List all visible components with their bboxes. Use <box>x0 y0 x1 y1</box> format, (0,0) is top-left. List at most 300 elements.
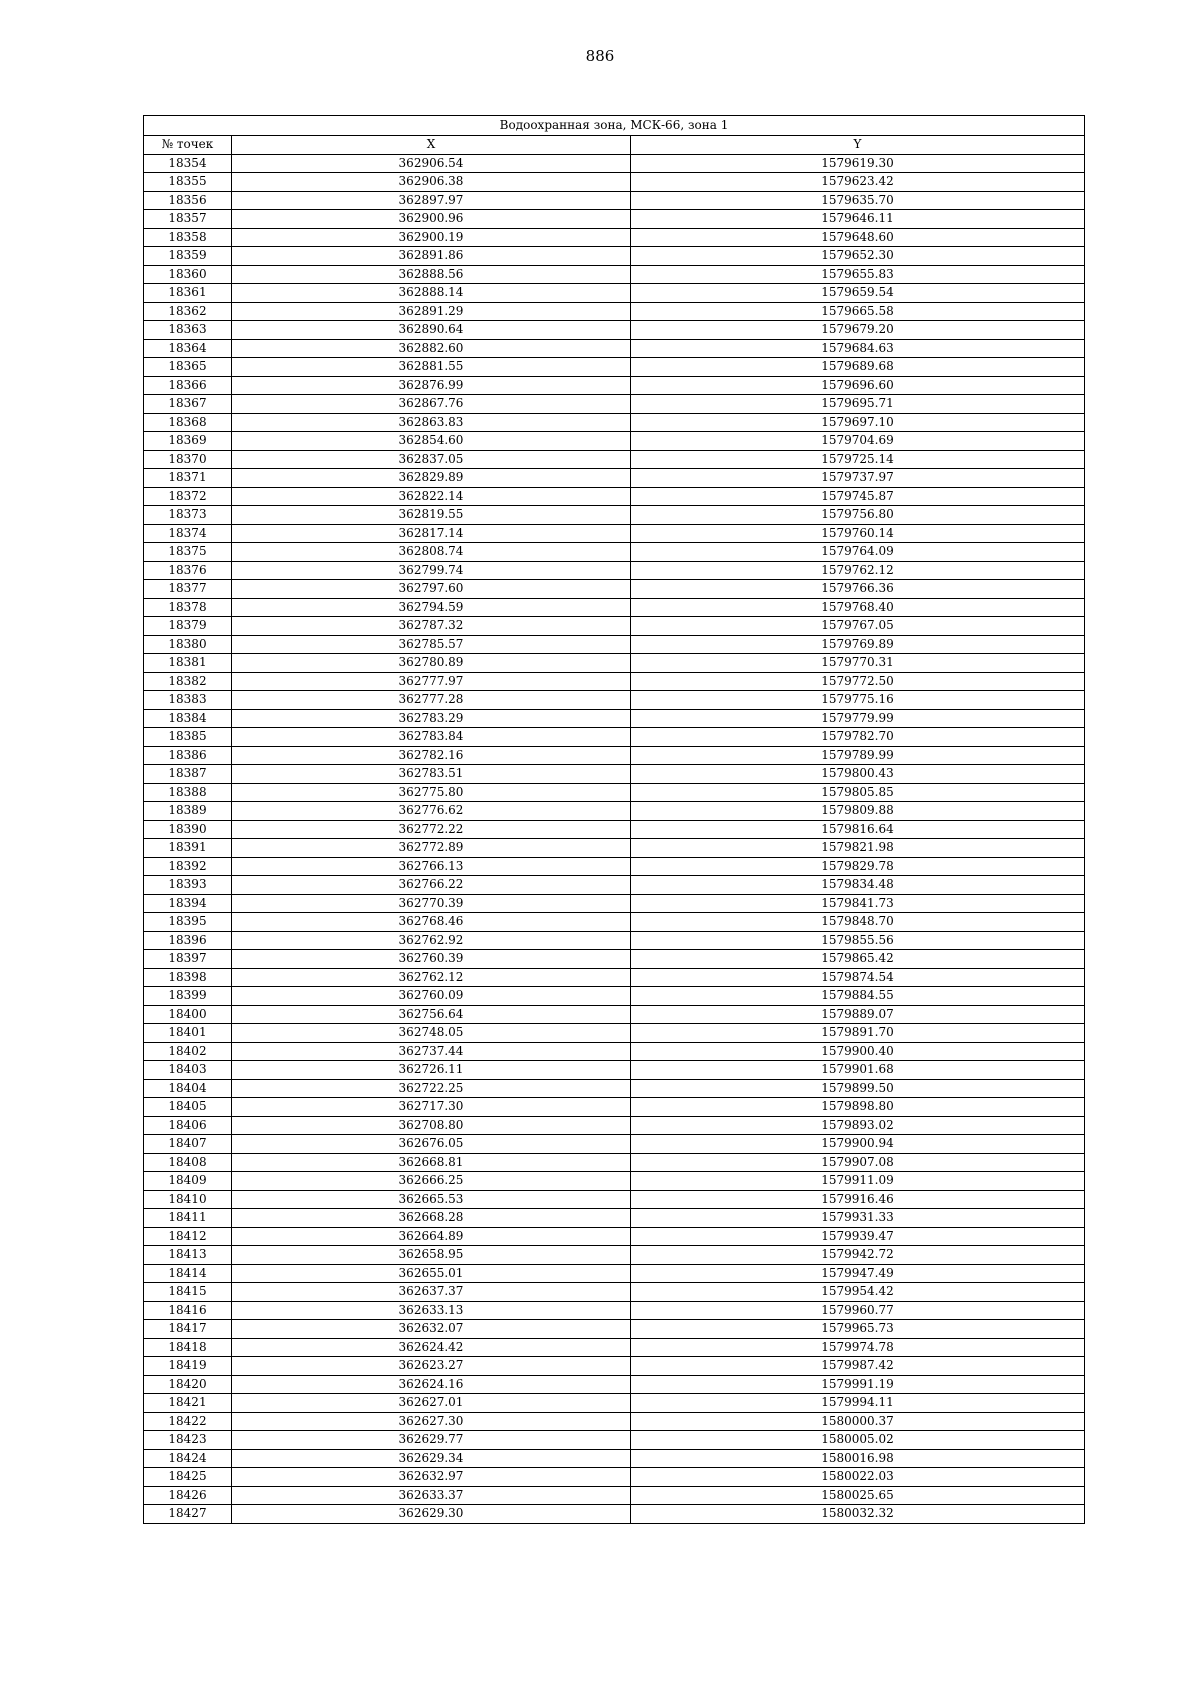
y-cell: 1579893.02 <box>631 1116 1085 1135</box>
y-cell: 1579704.69 <box>631 432 1085 451</box>
x-cell: 362888.14 <box>232 284 631 303</box>
table-row <box>144 284 1085 303</box>
table-row <box>144 709 1085 728</box>
point-number-cell: 18391 <box>144 839 232 858</box>
point-number-cell: 18377 <box>144 580 232 599</box>
table-row <box>144 173 1085 192</box>
point-number-cell: 18387 <box>144 765 232 784</box>
x-cell: 362819.55 <box>232 506 631 525</box>
x-cell: 362797.60 <box>232 580 631 599</box>
table-row <box>144 765 1085 784</box>
x-cell: 362776.62 <box>232 802 631 821</box>
x-cell: 362777.28 <box>232 691 631 710</box>
point-number-cell: 18376 <box>144 561 232 580</box>
point-number-cell: 18408 <box>144 1153 232 1172</box>
table-title: Водоохранная зона, МСК-66, зона 1 <box>144 116 1085 136</box>
table-row <box>144 1061 1085 1080</box>
point-number-cell: 18413 <box>144 1246 232 1265</box>
table-row <box>144 561 1085 580</box>
x-cell: 362629.30 <box>232 1505 631 1524</box>
table-row <box>144 1338 1085 1357</box>
y-cell: 1579834.48 <box>631 876 1085 895</box>
table-row <box>144 1246 1085 1265</box>
table-row <box>144 376 1085 395</box>
x-cell: 362888.56 <box>232 265 631 284</box>
y-cell: 1579911.09 <box>631 1172 1085 1191</box>
point-number-cell: 18425 <box>144 1468 232 1487</box>
table-row <box>144 950 1085 969</box>
y-cell: 1579684.63 <box>631 339 1085 358</box>
point-number-cell: 18367 <box>144 395 232 414</box>
x-cell: 362882.60 <box>232 339 631 358</box>
y-cell: 1579655.83 <box>631 265 1085 284</box>
x-cell: 362623.27 <box>232 1357 631 1376</box>
table-row <box>144 783 1085 802</box>
table-row <box>144 1283 1085 1302</box>
x-cell: 362655.01 <box>232 1264 631 1283</box>
y-cell: 1579884.55 <box>631 987 1085 1006</box>
y-cell: 1579768.40 <box>631 598 1085 617</box>
table-row <box>144 1005 1085 1024</box>
y-cell: 1579760.14 <box>631 524 1085 543</box>
x-cell: 362632.07 <box>232 1320 631 1339</box>
point-number-cell: 18356 <box>144 191 232 210</box>
y-cell: 1579965.73 <box>631 1320 1085 1339</box>
x-cell: 362627.01 <box>232 1394 631 1413</box>
y-cell: 1579766.36 <box>631 580 1085 599</box>
y-cell: 1579769.89 <box>631 635 1085 654</box>
y-cell: 1579931.33 <box>631 1209 1085 1228</box>
y-cell: 1579942.72 <box>631 1246 1085 1265</box>
x-cell: 362668.81 <box>232 1153 631 1172</box>
x-cell: 362891.86 <box>232 247 631 266</box>
x-cell: 362775.80 <box>232 783 631 802</box>
point-number-cell: 18395 <box>144 913 232 932</box>
point-number-cell: 18360 <box>144 265 232 284</box>
table-row <box>144 1375 1085 1394</box>
y-cell: 1579697.10 <box>631 413 1085 432</box>
y-cell: 1579756.80 <box>631 506 1085 525</box>
y-cell: 1579960.77 <box>631 1301 1085 1320</box>
point-number-cell: 18426 <box>144 1486 232 1505</box>
y-cell: 1579947.49 <box>631 1264 1085 1283</box>
y-cell: 1579889.07 <box>631 1005 1085 1024</box>
point-number-cell: 18422 <box>144 1412 232 1431</box>
x-cell: 362881.55 <box>232 358 631 377</box>
point-number-cell: 18368 <box>144 413 232 432</box>
y-cell: 1580025.65 <box>631 1486 1085 1505</box>
coordinates-table <box>143 115 1085 1524</box>
page-number: 886 <box>585 47 615 65</box>
y-cell: 1579770.31 <box>631 654 1085 673</box>
x-cell: 362780.89 <box>232 654 631 673</box>
table-row <box>144 913 1085 932</box>
table-row <box>144 1431 1085 1450</box>
x-cell: 362756.64 <box>232 1005 631 1024</box>
table-row <box>144 191 1085 210</box>
table-title-row <box>144 116 1085 136</box>
y-cell: 1579855.56 <box>631 931 1085 950</box>
x-cell: 362897.97 <box>232 191 631 210</box>
table-row <box>144 654 1085 673</box>
x-cell: 362787.32 <box>232 617 631 636</box>
y-cell: 1579800.43 <box>631 765 1085 784</box>
y-cell: 1579762.12 <box>631 561 1085 580</box>
table-row <box>144 820 1085 839</box>
x-cell: 362637.37 <box>232 1283 631 1302</box>
y-cell: 1580000.37 <box>631 1412 1085 1431</box>
point-number-cell: 18365 <box>144 358 232 377</box>
point-number-cell: 18357 <box>144 210 232 229</box>
table-row <box>144 358 1085 377</box>
y-cell: 1579829.78 <box>631 857 1085 876</box>
point-number-cell: 18355 <box>144 173 232 192</box>
y-cell: 1579939.47 <box>631 1227 1085 1246</box>
point-number-cell: 18383 <box>144 691 232 710</box>
table-row <box>144 1264 1085 1283</box>
table-row <box>144 1486 1085 1505</box>
y-cell: 1580016.98 <box>631 1449 1085 1468</box>
point-number-cell: 18369 <box>144 432 232 451</box>
y-cell: 1579899.50 <box>631 1079 1085 1098</box>
x-cell: 362772.89 <box>232 839 631 858</box>
y-cell: 1579865.42 <box>631 950 1085 969</box>
x-cell: 362658.95 <box>232 1246 631 1265</box>
x-cell: 362748.05 <box>232 1024 631 1043</box>
point-number-cell: 18382 <box>144 672 232 691</box>
y-cell: 1579954.42 <box>631 1283 1085 1302</box>
x-cell: 362708.80 <box>232 1116 631 1135</box>
table-row <box>144 931 1085 950</box>
table-row <box>144 802 1085 821</box>
table-row <box>144 1042 1085 1061</box>
point-number-cell: 18416 <box>144 1301 232 1320</box>
x-cell: 362817.14 <box>232 524 631 543</box>
x-cell: 362777.97 <box>232 672 631 691</box>
x-cell: 362665.53 <box>232 1190 631 1209</box>
y-cell: 1579809.88 <box>631 802 1085 821</box>
y-cell: 1579775.16 <box>631 691 1085 710</box>
point-number-cell: 18358 <box>144 228 232 247</box>
point-number-cell: 18397 <box>144 950 232 969</box>
table-row <box>144 154 1085 173</box>
x-cell: 362624.16 <box>232 1375 631 1394</box>
table-row <box>144 1209 1085 1228</box>
x-cell: 362782.16 <box>232 746 631 765</box>
point-number-cell: 18361 <box>144 284 232 303</box>
table-row <box>144 1412 1085 1431</box>
table-row <box>144 247 1085 266</box>
y-cell: 1579874.54 <box>631 968 1085 987</box>
point-number-cell: 18398 <box>144 968 232 987</box>
point-number-cell: 18420 <box>144 1375 232 1394</box>
x-cell: 362783.29 <box>232 709 631 728</box>
point-number-cell: 18394 <box>144 894 232 913</box>
x-cell: 362900.96 <box>232 210 631 229</box>
x-cell: 362891.29 <box>232 302 631 321</box>
y-cell: 1579767.05 <box>631 617 1085 636</box>
x-cell: 362837.05 <box>232 450 631 469</box>
table-row <box>144 728 1085 747</box>
point-number-cell: 18384 <box>144 709 232 728</box>
point-number-cell: 18366 <box>144 376 232 395</box>
table-row <box>144 857 1085 876</box>
point-number-cell: 18389 <box>144 802 232 821</box>
x-cell: 362737.44 <box>232 1042 631 1061</box>
table-row <box>144 524 1085 543</box>
point-number-cell: 18378 <box>144 598 232 617</box>
point-number-cell: 18393 <box>144 876 232 895</box>
x-cell: 362762.92 <box>232 931 631 950</box>
table-row <box>144 469 1085 488</box>
point-number-cell: 18364 <box>144 339 232 358</box>
point-number-cell: 18409 <box>144 1172 232 1191</box>
x-cell: 362722.25 <box>232 1079 631 1098</box>
y-cell: 1579745.87 <box>631 487 1085 506</box>
table-row <box>144 598 1085 617</box>
point-number-cell: 18374 <box>144 524 232 543</box>
column-header-y: Y <box>631 136 1085 155</box>
point-number-cell: 18390 <box>144 820 232 839</box>
y-cell: 1579900.40 <box>631 1042 1085 1061</box>
point-number-cell: 18415 <box>144 1283 232 1302</box>
point-number-cell: 18359 <box>144 247 232 266</box>
x-cell: 362799.74 <box>232 561 631 580</box>
x-cell: 362666.25 <box>232 1172 631 1191</box>
x-cell: 362829.89 <box>232 469 631 488</box>
y-cell: 1579901.68 <box>631 1061 1085 1080</box>
y-cell: 1579916.46 <box>631 1190 1085 1209</box>
y-cell: 1579695.71 <box>631 395 1085 414</box>
table-row <box>144 1190 1085 1209</box>
x-cell: 362760.09 <box>232 987 631 1006</box>
y-cell: 1579659.54 <box>631 284 1085 303</box>
point-number-cell: 18421 <box>144 1394 232 1413</box>
x-cell: 362717.30 <box>232 1098 631 1117</box>
point-number-cell: 18401 <box>144 1024 232 1043</box>
x-cell: 362783.84 <box>232 728 631 747</box>
y-cell: 1579679.20 <box>631 321 1085 340</box>
table-row <box>144 1357 1085 1376</box>
y-cell: 1579646.11 <box>631 210 1085 229</box>
point-number-cell: 18423 <box>144 1431 232 1450</box>
x-cell: 362808.74 <box>232 543 631 562</box>
x-cell: 362900.19 <box>232 228 631 247</box>
y-cell: 1579779.99 <box>631 709 1085 728</box>
y-cell: 1579689.68 <box>631 358 1085 377</box>
x-cell: 362627.30 <box>232 1412 631 1431</box>
table-row <box>144 1505 1085 1524</box>
x-cell: 362906.38 <box>232 173 631 192</box>
point-number-cell: 18400 <box>144 1005 232 1024</box>
y-cell: 1579805.85 <box>631 783 1085 802</box>
x-cell: 362822.14 <box>232 487 631 506</box>
y-cell: 1579737.97 <box>631 469 1085 488</box>
point-number-cell: 18410 <box>144 1190 232 1209</box>
table-row <box>144 839 1085 858</box>
point-number-cell: 18403 <box>144 1061 232 1080</box>
point-number-cell: 18370 <box>144 450 232 469</box>
x-cell: 362629.77 <box>232 1431 631 1450</box>
point-number-cell: 18386 <box>144 746 232 765</box>
point-number-cell: 18354 <box>144 154 232 173</box>
point-number-cell: 18363 <box>144 321 232 340</box>
y-cell: 1579696.60 <box>631 376 1085 395</box>
y-cell: 1579991.19 <box>631 1375 1085 1394</box>
point-number-cell: 18372 <box>144 487 232 506</box>
point-number-cell: 18381 <box>144 654 232 673</box>
x-cell: 362676.05 <box>232 1135 631 1154</box>
table-row <box>144 1116 1085 1135</box>
point-number-cell: 18405 <box>144 1098 232 1117</box>
table-row <box>144 987 1085 1006</box>
point-number-cell: 18418 <box>144 1338 232 1357</box>
x-cell: 362867.76 <box>232 395 631 414</box>
x-cell: 362890.64 <box>232 321 631 340</box>
table-row <box>144 1024 1085 1043</box>
table-row <box>144 395 1085 414</box>
y-cell: 1579987.42 <box>631 1357 1085 1376</box>
table-row <box>144 1449 1085 1468</box>
column-header-x: X <box>232 136 631 155</box>
table-row <box>144 543 1085 562</box>
table-row <box>144 894 1085 913</box>
point-number-cell: 18402 <box>144 1042 232 1061</box>
table-row <box>144 487 1085 506</box>
point-number-cell: 18371 <box>144 469 232 488</box>
point-number-cell: 18404 <box>144 1079 232 1098</box>
y-cell: 1580032.32 <box>631 1505 1085 1524</box>
table-row <box>144 1135 1085 1154</box>
point-number-cell: 18419 <box>144 1357 232 1376</box>
table-row <box>144 1098 1085 1117</box>
table-row <box>144 1301 1085 1320</box>
point-number-cell: 18399 <box>144 987 232 1006</box>
table-row <box>144 1320 1085 1339</box>
point-number-cell: 18362 <box>144 302 232 321</box>
point-number-cell: 18412 <box>144 1227 232 1246</box>
y-cell: 1579725.14 <box>631 450 1085 469</box>
table-row <box>144 210 1085 229</box>
point-number-cell: 18424 <box>144 1449 232 1468</box>
x-cell: 362624.42 <box>232 1338 631 1357</box>
x-cell: 362794.59 <box>232 598 631 617</box>
x-cell: 362854.60 <box>232 432 631 451</box>
column-header-point-number: № точек <box>144 136 232 155</box>
table-row <box>144 672 1085 691</box>
x-cell: 362785.57 <box>232 635 631 654</box>
y-cell: 1579789.99 <box>631 746 1085 765</box>
y-cell: 1579841.73 <box>631 894 1085 913</box>
table-row <box>144 1079 1085 1098</box>
y-cell: 1579764.09 <box>631 543 1085 562</box>
x-cell: 362783.51 <box>232 765 631 784</box>
table-row <box>144 413 1085 432</box>
x-cell: 362668.28 <box>232 1209 631 1228</box>
table-row <box>144 876 1085 895</box>
table-row <box>144 450 1085 469</box>
table-row <box>144 968 1085 987</box>
table-header-row <box>144 136 1085 155</box>
table-row <box>144 432 1085 451</box>
y-cell: 1580022.03 <box>631 1468 1085 1487</box>
x-cell: 362766.13 <box>232 857 631 876</box>
point-number-cell: 18392 <box>144 857 232 876</box>
table-row <box>144 580 1085 599</box>
y-cell: 1579848.70 <box>631 913 1085 932</box>
y-cell: 1579623.42 <box>631 173 1085 192</box>
x-cell: 362726.11 <box>232 1061 631 1080</box>
point-number-cell: 18396 <box>144 931 232 950</box>
point-number-cell: 18407 <box>144 1135 232 1154</box>
table-row <box>144 506 1085 525</box>
point-number-cell: 18379 <box>144 617 232 636</box>
y-cell: 1579898.80 <box>631 1098 1085 1117</box>
y-cell: 1579907.08 <box>631 1153 1085 1172</box>
point-number-cell: 18380 <box>144 635 232 654</box>
point-number-cell: 18388 <box>144 783 232 802</box>
x-cell: 362633.37 <box>232 1486 631 1505</box>
y-cell: 1579772.50 <box>631 672 1085 691</box>
point-number-cell: 18417 <box>144 1320 232 1339</box>
table-row <box>144 321 1085 340</box>
x-cell: 362863.83 <box>232 413 631 432</box>
x-cell: 362632.97 <box>232 1468 631 1487</box>
x-cell: 362766.22 <box>232 876 631 895</box>
table-row <box>144 1172 1085 1191</box>
y-cell: 1580005.02 <box>631 1431 1085 1450</box>
y-cell: 1579891.70 <box>631 1024 1085 1043</box>
x-cell: 362664.89 <box>232 1227 631 1246</box>
x-cell: 362760.39 <box>232 950 631 969</box>
point-number-cell: 18411 <box>144 1209 232 1228</box>
x-cell: 362768.46 <box>232 913 631 932</box>
point-number-cell: 18373 <box>144 506 232 525</box>
table-row <box>144 1394 1085 1413</box>
x-cell: 362762.12 <box>232 968 631 987</box>
table-row <box>144 1153 1085 1172</box>
y-cell: 1579619.30 <box>631 154 1085 173</box>
y-cell: 1579974.78 <box>631 1338 1085 1357</box>
y-cell: 1579648.60 <box>631 228 1085 247</box>
x-cell: 362770.39 <box>232 894 631 913</box>
table-row <box>144 1468 1085 1487</box>
table-body <box>144 154 1085 1523</box>
x-cell: 362633.13 <box>232 1301 631 1320</box>
y-cell: 1579900.94 <box>631 1135 1085 1154</box>
point-number-cell: 18385 <box>144 728 232 747</box>
point-number-cell: 18406 <box>144 1116 232 1135</box>
table-row <box>144 617 1085 636</box>
table-row <box>144 635 1085 654</box>
y-cell: 1579782.70 <box>631 728 1085 747</box>
table-row <box>144 265 1085 284</box>
y-cell: 1579816.64 <box>631 820 1085 839</box>
point-number-cell: 18414 <box>144 1264 232 1283</box>
x-cell: 362772.22 <box>232 820 631 839</box>
table-row <box>144 339 1085 358</box>
table-row <box>144 691 1085 710</box>
y-cell: 1579994.11 <box>631 1394 1085 1413</box>
y-cell: 1579652.30 <box>631 247 1085 266</box>
x-cell: 362629.34 <box>232 1449 631 1468</box>
table-row <box>144 1227 1085 1246</box>
point-number-cell: 18375 <box>144 543 232 562</box>
y-cell: 1579635.70 <box>631 191 1085 210</box>
x-cell: 362906.54 <box>232 154 631 173</box>
point-number-cell: 18427 <box>144 1505 232 1524</box>
table-row <box>144 228 1085 247</box>
